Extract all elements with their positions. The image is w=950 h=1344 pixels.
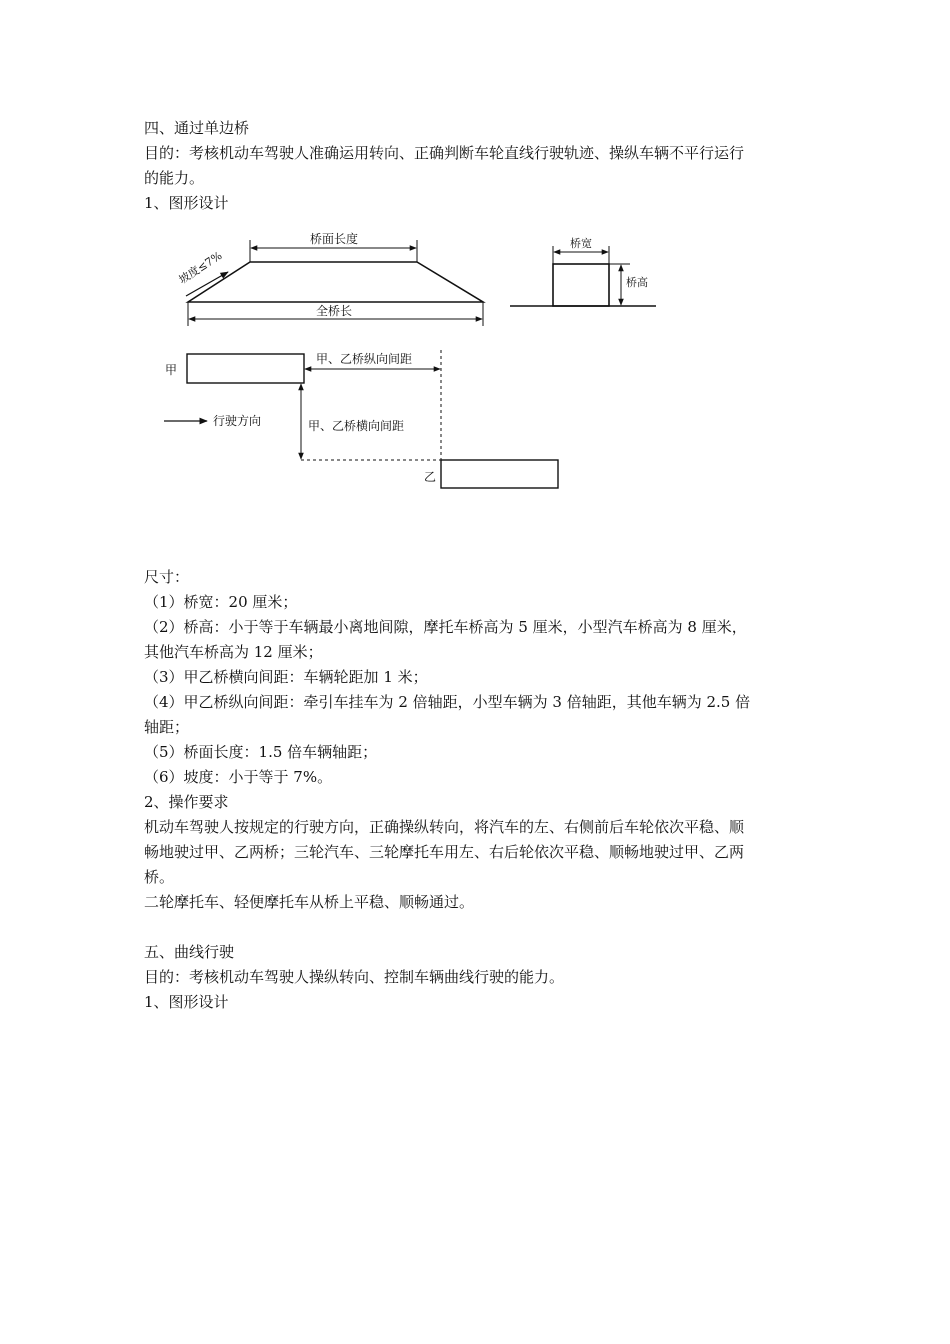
bridge-b-label: 乙: [424, 470, 437, 484]
lateral-gap-label: 甲、乙桥横向间距: [308, 419, 405, 433]
operation-text: 桥。: [144, 868, 175, 886]
section-heading: 五、曲线行驶: [144, 943, 235, 961]
dimension-item-cont: 其他汽车桥高为 12 厘米；: [144, 643, 323, 661]
bridge-profile: [188, 262, 483, 302]
bridge-b: [441, 460, 558, 488]
dimension-item: （4）甲乙桥纵向间距：牵引车挂车为 2 倍轴距，小型车辆为 3 倍轴距，其他车辆为 2.5 倍: [144, 693, 751, 711]
bridge-cross-section: [553, 264, 609, 306]
dimension-item: （1）桥宽：20 厘米；: [144, 593, 298, 611]
total-length-label: 全桥长: [315, 304, 353, 318]
bridge-diagram: [150, 222, 670, 502]
operation-text: 机动车驾驶人按规定的行驶方向，正确操纵转向，将汽车的左、右侧前后车轮依次平稳、顺: [144, 818, 745, 836]
bridge-a-label: 甲: [165, 363, 178, 377]
purpose-text: 目的：考核机动车驾驶人准确运用转向、正确判断车轮直线行驶轨迹、操纵车辆不平行运行: [144, 144, 745, 162]
dimension-item: （3）甲乙桥横向间距：车辆轮距加 1 米；: [144, 668, 428, 686]
longitudinal-gap-label: 甲、乙桥纵向间距: [316, 352, 413, 366]
operation-text: 二轮摩托车、轻便摩托车从桥上平稳、顺畅通过。: [144, 893, 475, 911]
driving-direction-label: 行驶方向: [213, 414, 262, 428]
deck-length-label: 桥面长度: [309, 232, 359, 246]
dimension-item: （5）桥面长度：1.5 倍车辆轴距；: [144, 743, 378, 761]
purpose-text-cont: 的能力。: [144, 169, 205, 187]
purpose-text: 目的：考核机动车驾驶人操纵转向、控制车辆曲线行驶的能力。: [144, 968, 565, 986]
subsection-heading: 1、图形设计: [144, 993, 229, 1011]
dimension-item: （6）坡度：小于等于 7%。: [144, 768, 333, 786]
dimension-item: （2）桥高：小于等于车辆最小离地间隙，摩托车桥高为 5 厘米，小型汽车桥高为 8 厘米，: [144, 618, 747, 636]
subsection-heading: 2、操作要求: [144, 793, 229, 811]
dimension-item-cont: 轴距；: [144, 718, 190, 736]
bridge-height-label: 桥高: [626, 276, 648, 289]
bridge-a: [187, 354, 304, 383]
subsection-heading: 1、图形设计: [144, 194, 229, 212]
dimensions-title: 尺寸：: [144, 568, 190, 586]
slope-label: 坡度≤7%: [176, 249, 225, 287]
bridge-width-label: 桥宽: [570, 237, 592, 250]
section-heading: 四、通过单边桥: [144, 119, 250, 137]
operation-text: 畅地驶过甲、乙两桥；三轮汽车、三轮摩托车用左、右后轮依次平稳、顺畅地驶过甲、乙两: [144, 843, 745, 861]
